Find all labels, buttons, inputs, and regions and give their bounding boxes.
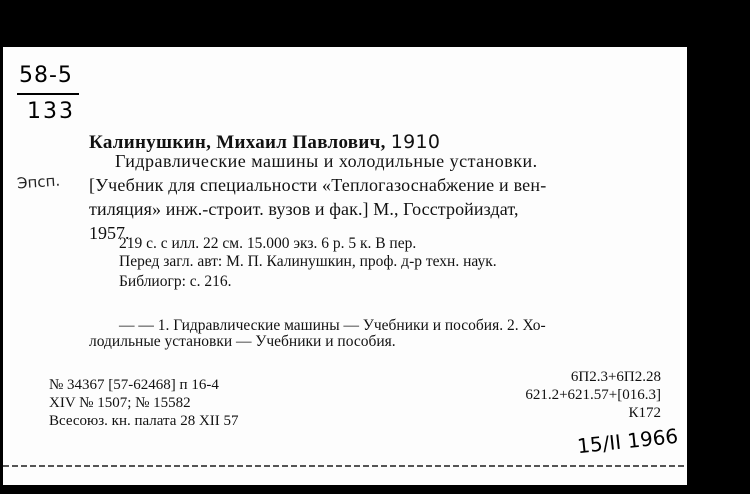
margin-note: Эпсп.: [16, 171, 61, 193]
card-bottom-edge: [3, 465, 687, 467]
classification-line-1: 6П2.3+6П2.28: [570, 369, 661, 385]
title-line-2: [Учебник для специальности «Теплогазоснабжение и вен-: [89, 175, 547, 195]
shelf-mark-bottom: 133: [27, 99, 75, 124]
author-year-handwritten: 1910: [390, 131, 441, 153]
shelf-mark-top: 58-5: [19, 63, 73, 88]
subject-line-2: лодильные установки — Учебники и пособия.: [89, 333, 396, 350]
record-xiv-line: XIV № 1507; № 15582: [49, 395, 191, 411]
record-number-line: № 34367 [57-62468] п 16-4: [49, 377, 219, 393]
classification-line-2: 621.2+621.57+[016.3]: [525, 387, 661, 403]
shelf-mark-divider: [17, 93, 79, 95]
classification-code: К172: [628, 405, 661, 421]
title-line-4: 1957.: [89, 223, 130, 243]
description-line-1: 219 с. с илл. 22 см. 15.000 экз. 6 р. 5 к. В пер.: [119, 235, 417, 252]
catalog-card: [3, 47, 687, 485]
chamber-line: Всесоюз. кн. палата 28 XII 57: [49, 413, 239, 429]
author-name: Калинушкин, Михаил Павлович,: [89, 132, 386, 153]
title-line-3: тиляция» инж.-строит. вузов и фак.] М., Госстройиздат,: [89, 199, 519, 219]
title-line-1: Гидравлические машины и холодильные установки.: [115, 151, 538, 171]
description-line-2: Перед загл. авт: М. П. Калинушкин, проф. д-р техн. наук.: [119, 253, 497, 270]
subject-line-1: — — 1. Гидравлические машины — Учебники и пособия. 2. Хо-: [119, 317, 546, 334]
handwritten-date-stamp: 15/II 1966: [576, 423, 680, 459]
description-line-3: Библиогр: с. 216.: [119, 273, 232, 290]
